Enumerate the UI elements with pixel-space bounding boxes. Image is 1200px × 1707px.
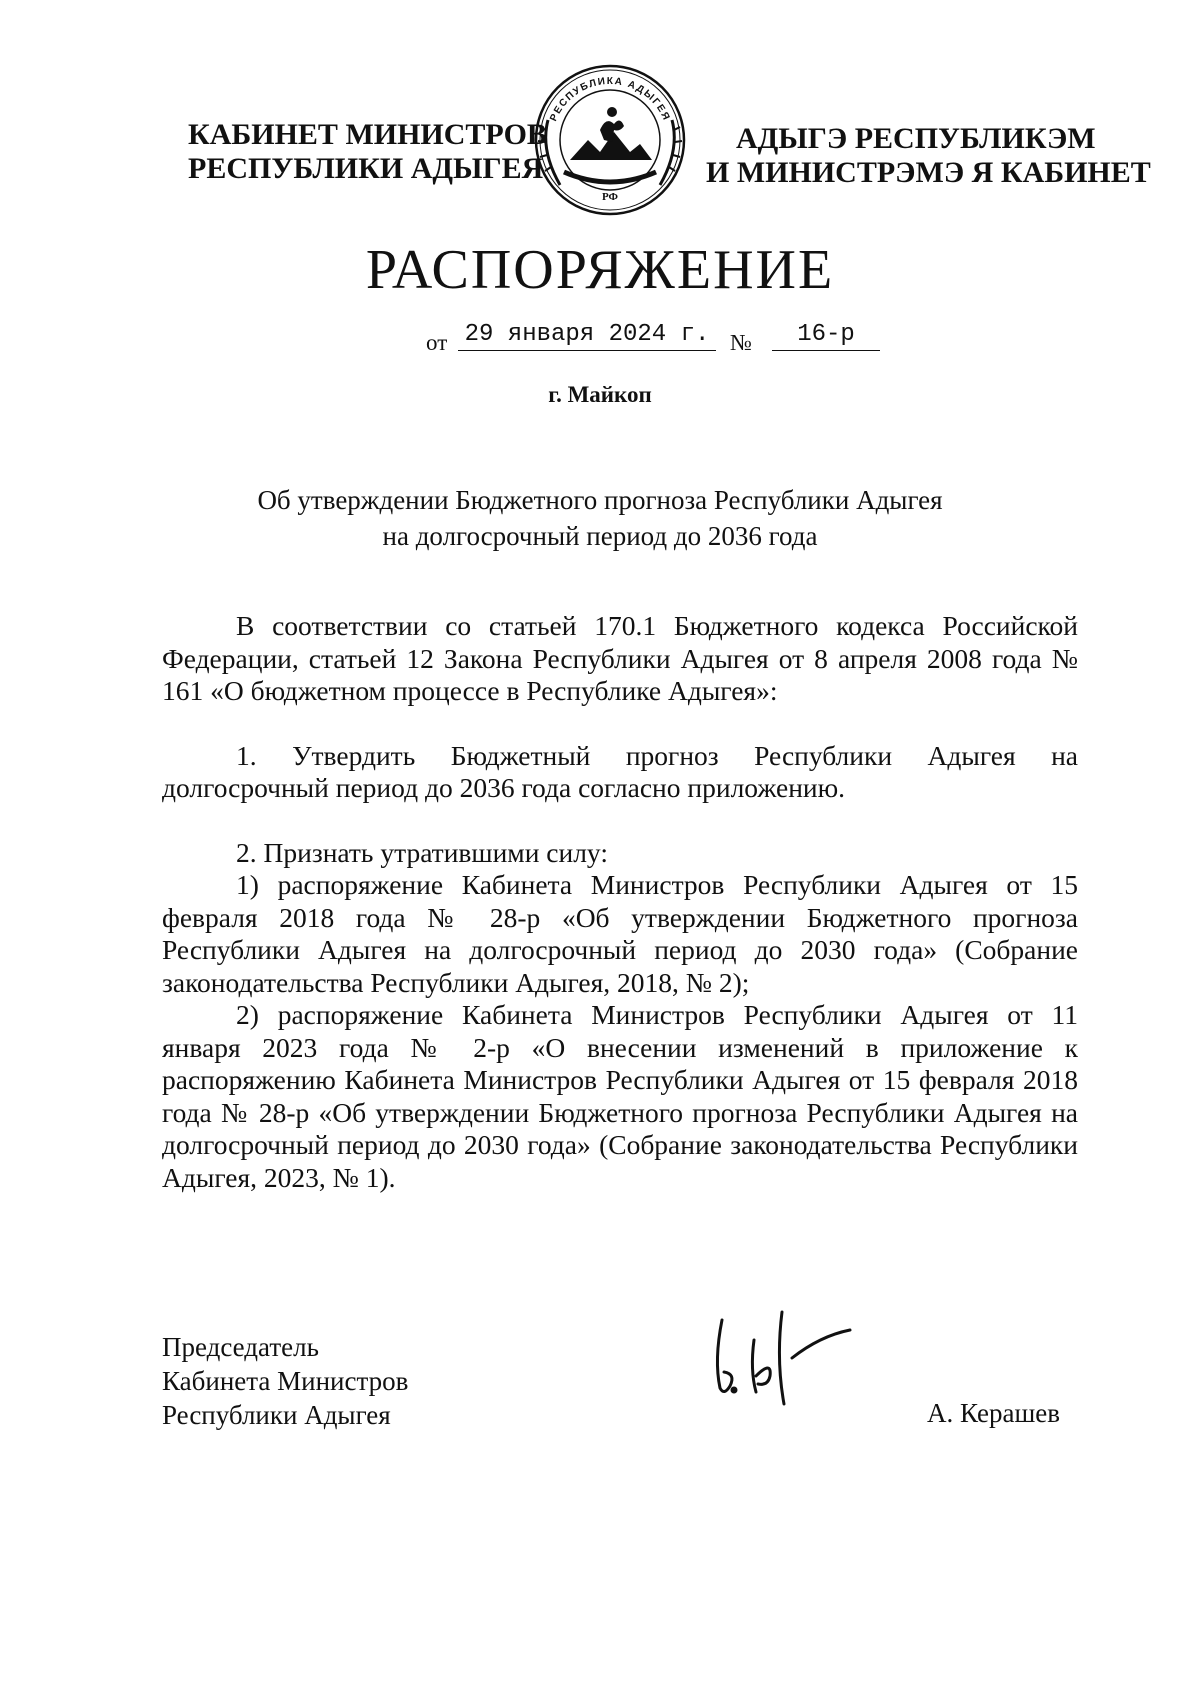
preamble-paragraph: В соответствии со статьей 170.1 Бюджетного кодекса Российской Федерации, статьей 12 Закона Республики Адыгея от 8 апреля 2008 года № 161 «О бюджетном процессе в Республике Адыгея»: [162, 610, 1078, 706]
document-date: 29 января 2024 г. [458, 320, 716, 351]
item-2-heading: 2. Признать утратившими силу: [236, 836, 608, 868]
document-subject [0, 482, 1200, 554]
org-left-line1: КАБИНЕТ МИНИСТРОВ [188, 118, 547, 151]
date-prefix: от [426, 330, 448, 355]
number-prefix: № [730, 330, 752, 355]
document-body [162, 610, 1078, 1194]
organization-name-adyghe [706, 122, 1151, 190]
document-city: г. Майкоп [548, 382, 652, 407]
position-line2: Кабинета Министров [162, 1366, 409, 1396]
document-number: 16-р [772, 320, 880, 351]
organization-name-russian [188, 118, 547, 186]
coat-of-arms-icon [530, 60, 690, 218]
subject-line2: на долгосрочный период до 2036 года [382, 521, 818, 551]
org-right-line2: И МИНИСТРЭМЭ Я КАБИНЕТ [706, 156, 1151, 189]
subject-line1: Об утверждении Бюджетного прогноза Республики Адыгея [257, 485, 943, 515]
signatory-name: А. Керашев [927, 1398, 1060, 1428]
document-title: РАСПОРЯЖЕНИЕ [365, 239, 835, 301]
item-1-paragraph: 1. Утвердить Бюджетный прогноз Республики Адыгея на долгосрочный период до 2036 года согласно приложению. [162, 739, 1078, 803]
handwritten-signature-icon [700, 1300, 880, 1410]
org-left-line2: РЕСПУБЛИКИ АДЫГЕЯ [188, 152, 544, 185]
signatory-position [162, 1330, 408, 1432]
position-line1: Председатель [162, 1332, 319, 1362]
item-2-subitem-2: 2) распоряжение Кабинета Министров Республики Адыгея от 11 января 2023 года № 2-р «О внесении изменений в приложение к распоряжению Кабинета Министров Республики Адыгея от 15 февраля 2018 года № 28-р «Об утверждении Бюджетного прогноза Республики Адыгея на долгосрочный период до 2030 года» (Собрание законодательства Республики Адыгея, 2023, № 1). [162, 999, 1078, 1193]
emblem-text-top: РЕСПУБЛИКА АДЫГЕЯ [548, 75, 672, 124]
position-line3: Республики Адыгея [162, 1400, 391, 1430]
org-right-line1: АДЫГЭ РЕСПУБЛИКЭМ [736, 122, 1096, 155]
emblem-text-bottom: РФ [602, 191, 618, 203]
item-2-subitem-1: 1) распоряжение Кабинета Министров Республики Адыгея от 15 февраля 2018 года № 28-р «Об утверждении Бюджетного прогноза Республики Адыгея на долгосрочный период до 2030 года» (Собрание законодательства Республики Адыгея, 2018, № 2); [162, 869, 1078, 998]
